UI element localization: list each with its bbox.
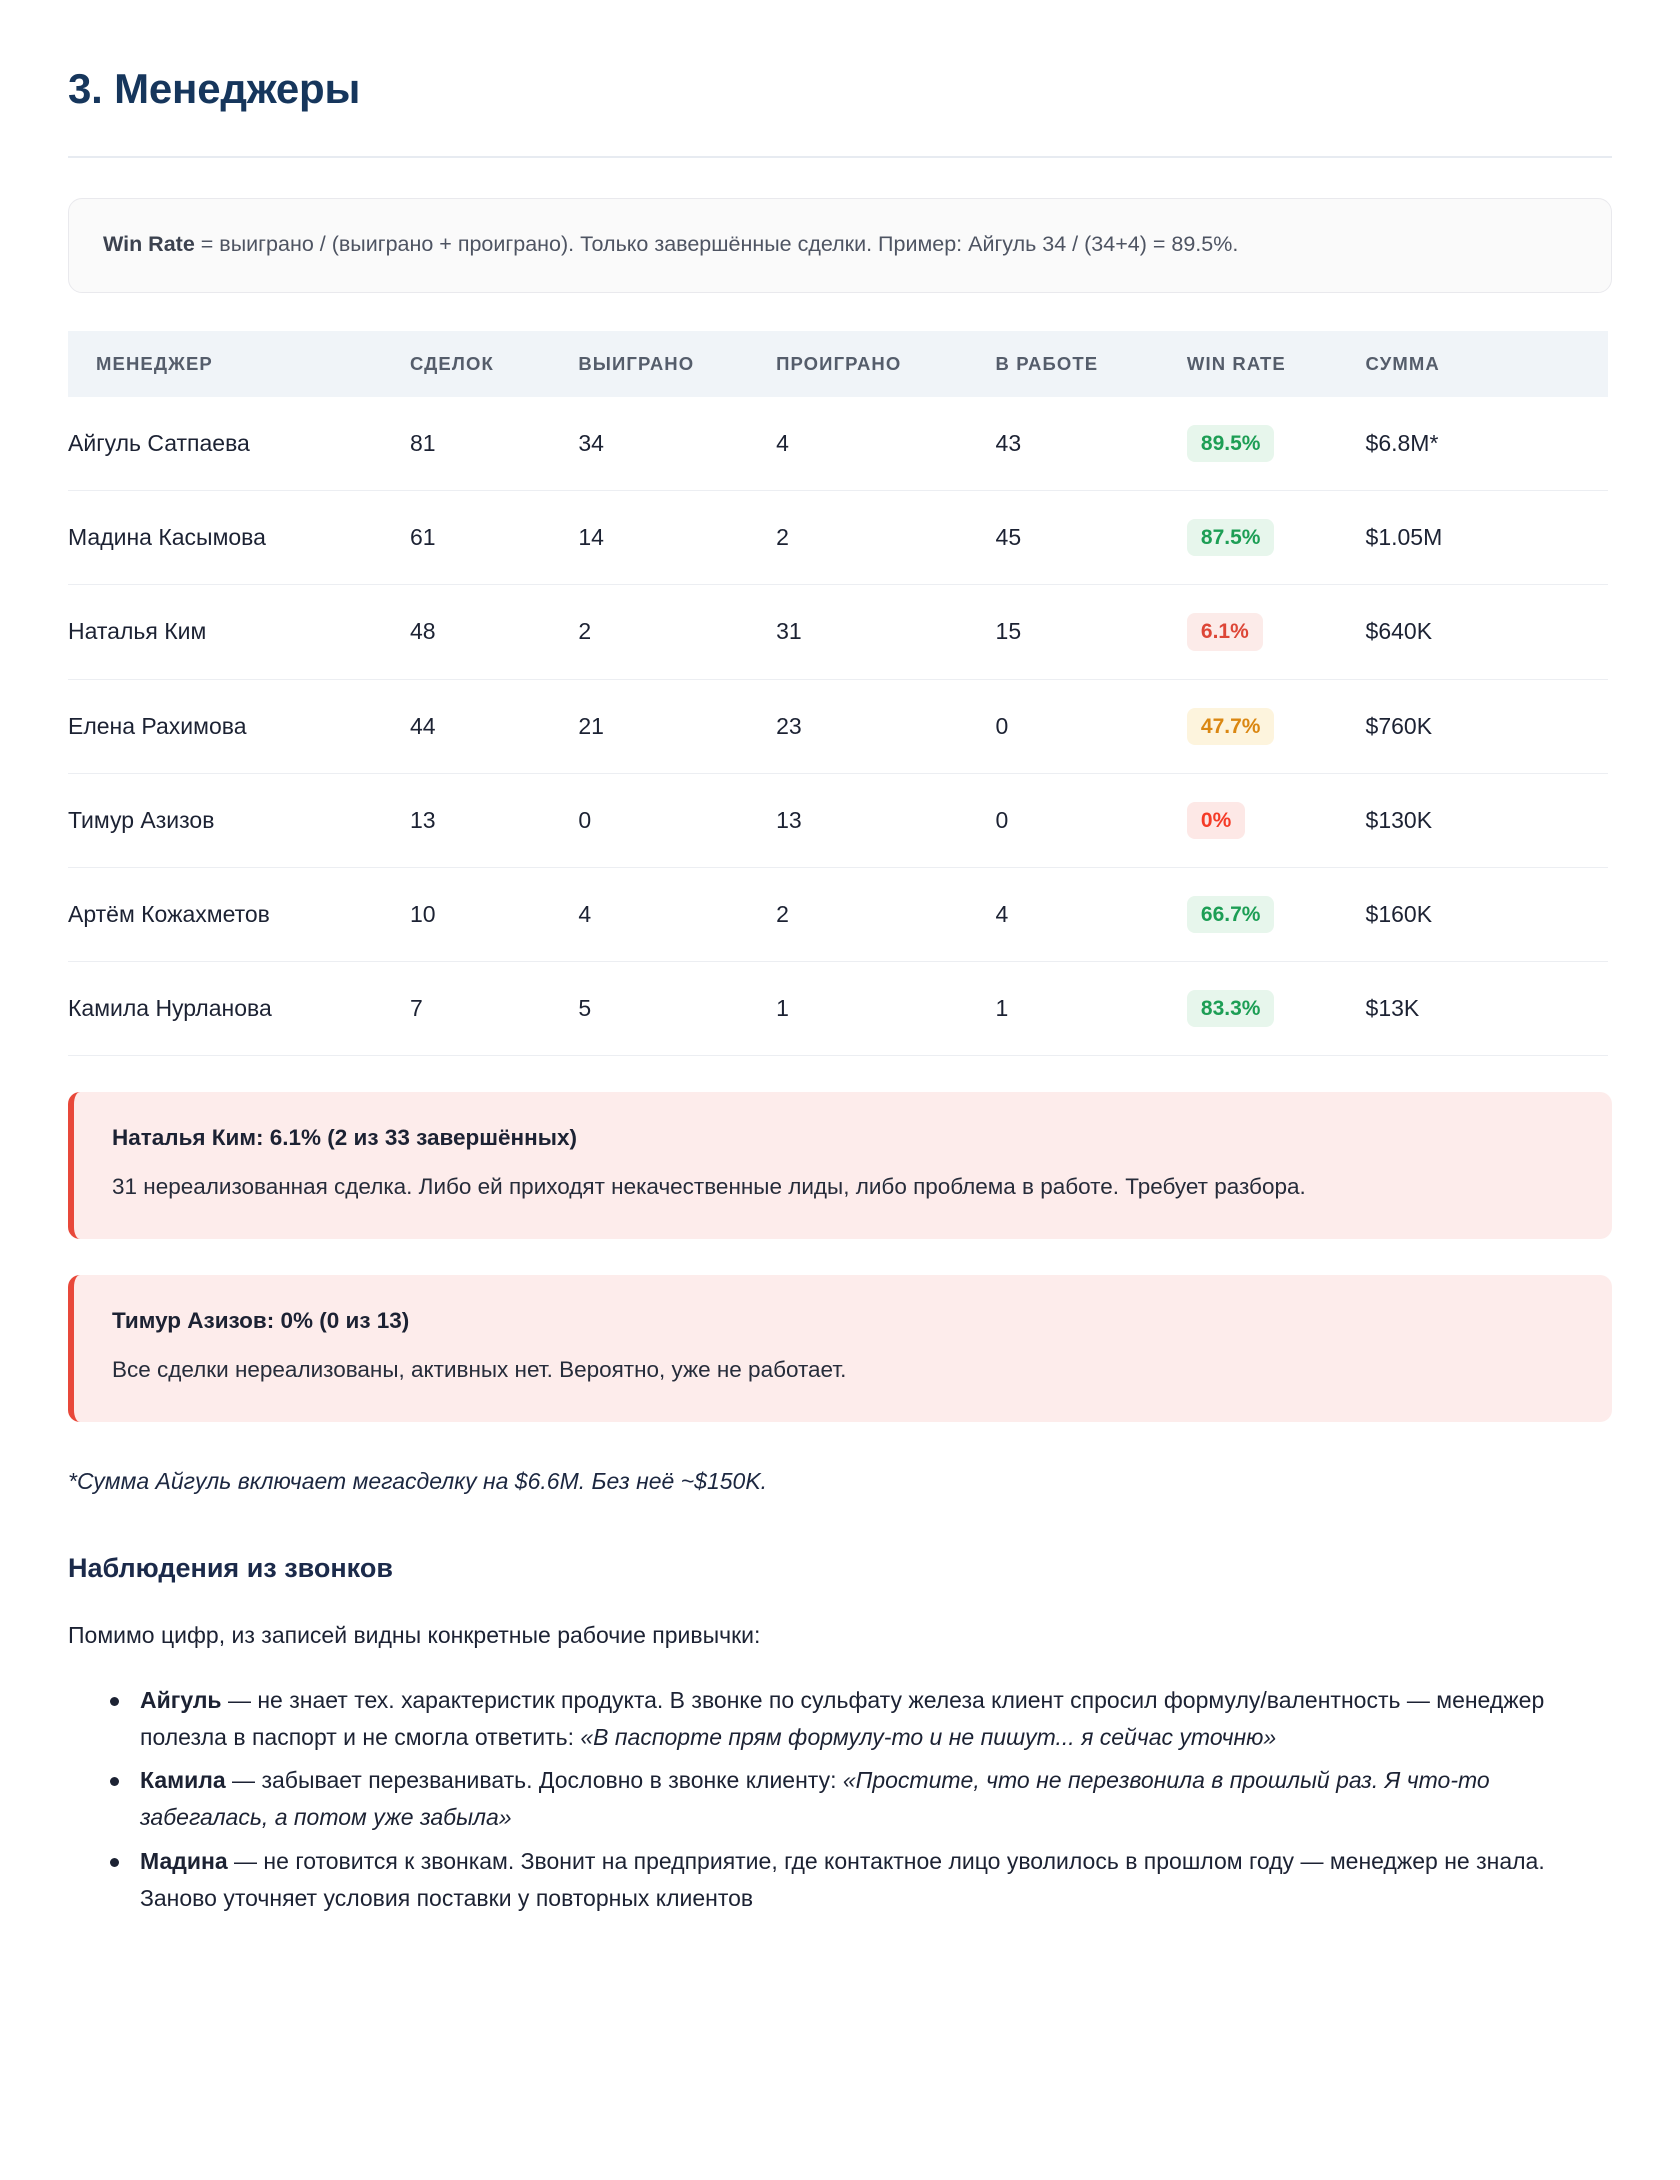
observation-quote: «В паспорте прям формулу-то и не пишут... я сейчас уточню»: [580, 1723, 1277, 1750]
table-row[interactable]: [68, 773, 1608, 867]
alert-callout: [68, 1092, 1612, 1239]
manager-name: Тимур Азизов: [68, 773, 410, 867]
cell-active: 1: [996, 961, 1187, 1055]
observation-text: — не готовится к звонкам. Звонит на предприятие, где контактное лицо уволилось в прошлом году — менеджер не знала. Заново уточняет условия поставки у повторных клиентов: [140, 1847, 1545, 1911]
manager-name: Айгуль Сатпаева: [68, 430, 250, 457]
cell-win-rate: [1187, 491, 1366, 585]
page-title: 3. Менеджеры: [68, 65, 361, 112]
cell-lost: 1: [776, 961, 995, 1055]
info-note-label: Win Rate: [103, 232, 195, 257]
cell-sum: $640K: [1366, 585, 1608, 679]
observations-intro: Помимо цифр, из записей видны конкретные рабочие привычки:: [68, 1622, 761, 1649]
win-rate-badge: 83.3%: [1187, 990, 1275, 1027]
managers-table-head: [68, 331, 1608, 397]
manager-name: Елена Рахимова: [68, 679, 410, 773]
table-row[interactable]: [68, 961, 1608, 1055]
column-header-manager[interactable]: МЕНЕДЖЕР: [68, 331, 410, 397]
cell-won: 5: [578, 961, 776, 1055]
cell-lost: 31: [776, 585, 995, 679]
cell-sum: $760K: [1366, 679, 1608, 773]
column-header-won[interactable]: ВЫИГРАНО: [578, 331, 776, 397]
column-header-win-rate[interactable]: WIN RATE: [1187, 331, 1366, 397]
win-rate-badge: 47.7%: [1187, 708, 1275, 745]
footnote: *Сумма Айгуль включает мегасделку на $6.6M. Без неё ~$150K.: [68, 1468, 768, 1494]
alerts-container: [68, 1092, 1612, 1422]
observation-text: — забывает перезванивать. Дословно в звонке клиенту:: [225, 1767, 843, 1794]
cell-deals: 44: [410, 679, 578, 773]
alert-callout: [68, 1275, 1612, 1422]
cell-active: 0: [996, 679, 1187, 773]
cell-active: 4: [996, 867, 1187, 961]
cell-won: 34: [578, 430, 604, 457]
cell-won: 21: [578, 679, 776, 773]
table-row[interactable]: [68, 491, 1608, 585]
alert-body: 31 нереализованная сделка. Либо ей приходят некачественные лиды, либо проблема в работе. Требует разбора.: [112, 1173, 1306, 1199]
observation-name: Мадина: [140, 1847, 228, 1874]
cell-win-rate: [1187, 773, 1366, 867]
win-rate-badge: 89.5%: [1187, 425, 1275, 462]
alert-title: Тимур Азизов: 0% (0 из 13): [112, 1307, 410, 1333]
observations-heading: Наблюдения из звонков: [68, 1553, 393, 1583]
cell-win-rate: [1187, 961, 1366, 1055]
cell-deals: 81: [409, 430, 436, 457]
cell-sum: $6.8M*: [1365, 430, 1439, 457]
cell-win-rate: [1187, 867, 1366, 961]
cell-deals: 48: [410, 585, 578, 679]
cell-sum: $1.05M: [1366, 491, 1608, 585]
table-row[interactable]: [68, 679, 1608, 773]
cell-active: 15: [996, 585, 1187, 679]
win-rate-badge: 6.1%: [1187, 613, 1263, 650]
cell-sum: $160K: [1366, 867, 1608, 961]
title-divider: [68, 156, 1612, 158]
managers-table-wrapper: [68, 331, 1612, 1056]
cell-deals: 61: [410, 491, 578, 585]
cell-sum: $130K: [1366, 773, 1608, 867]
cell-win-rate: [1187, 585, 1366, 679]
observation-name: Камила: [140, 1767, 226, 1794]
cell-sum: $13K: [1366, 961, 1608, 1055]
cell-won: 2: [578, 585, 776, 679]
cell-active: 0: [996, 773, 1187, 867]
observation-name: Айгуль: [140, 1686, 222, 1713]
observations-list: [68, 1682, 1612, 1918]
win-rate-info-note: [68, 198, 1612, 293]
cell-win-rate: [1187, 397, 1366, 491]
list-item: [110, 1843, 1612, 1918]
cell-won: 4: [578, 867, 776, 961]
column-header-active[interactable]: В РАБОТЕ: [996, 331, 1187, 397]
info-note-text: = выиграно / (выиграно + проиграно). Только завершённые сделки. Пример: Айгуль 34 / (34+4) = 89.5%.: [194, 232, 1239, 257]
cell-won: 14: [578, 491, 776, 585]
cell-lost: 23: [776, 679, 995, 773]
cell-lost: 2: [776, 491, 995, 585]
alert-title: Наталья Ким: 6.1% (2 из 33 завершённых): [112, 1124, 577, 1150]
cell-deals: 13: [410, 773, 578, 867]
observation-text: — не знает тех. характеристик продукта. В звонке по сульфату железа клиент спросил формулу/валентность — менеджер полезла в паспорт и не смогла ответить:: [140, 1686, 1545, 1750]
column-header-deals[interactable]: СДЕЛОК: [410, 331, 578, 397]
cell-lost: 13: [776, 773, 995, 867]
manager-name: Камила Нурланова: [68, 961, 410, 1055]
cell-win-rate: [1187, 679, 1366, 773]
win-rate-badge: 66.7%: [1187, 896, 1275, 933]
table-header-row: [68, 331, 1608, 397]
list-item: [110, 1762, 1612, 1837]
managers-table-body: [68, 397, 1608, 1055]
cell-lost: 4: [776, 430, 789, 457]
alert-body: Все сделки нереализованы, активных нет. Вероятно, уже не работает.: [112, 1356, 847, 1382]
table-row[interactable]: [68, 397, 1608, 491]
cell-won: 0: [578, 773, 776, 867]
list-item: [110, 1682, 1612, 1757]
manager-name: Наталья Ким: [68, 585, 410, 679]
manager-name: Артём Кожахметов: [68, 867, 410, 961]
cell-deals: 7: [410, 961, 578, 1055]
win-rate-badge: 0%: [1187, 802, 1245, 839]
observation-quote: «Простите, что не перезвонила в прошлый раз. Я что-то забегалась, а потом уже забыла»: [140, 1767, 1490, 1831]
win-rate-badge: 87.5%: [1187, 519, 1275, 556]
table-row[interactable]: [68, 867, 1608, 961]
column-header-sum[interactable]: СУММА: [1366, 331, 1608, 397]
manager-name: Мадина Касымова: [68, 491, 410, 585]
column-header-lost[interactable]: ПРОИГРАНО: [776, 331, 995, 397]
managers-table: [68, 331, 1608, 1056]
cell-lost: 2: [776, 867, 995, 961]
cell-deals: 10: [410, 867, 578, 961]
cell-active: 45: [996, 491, 1187, 585]
cell-active: 43: [995, 430, 1022, 457]
table-row[interactable]: [68, 585, 1608, 679]
